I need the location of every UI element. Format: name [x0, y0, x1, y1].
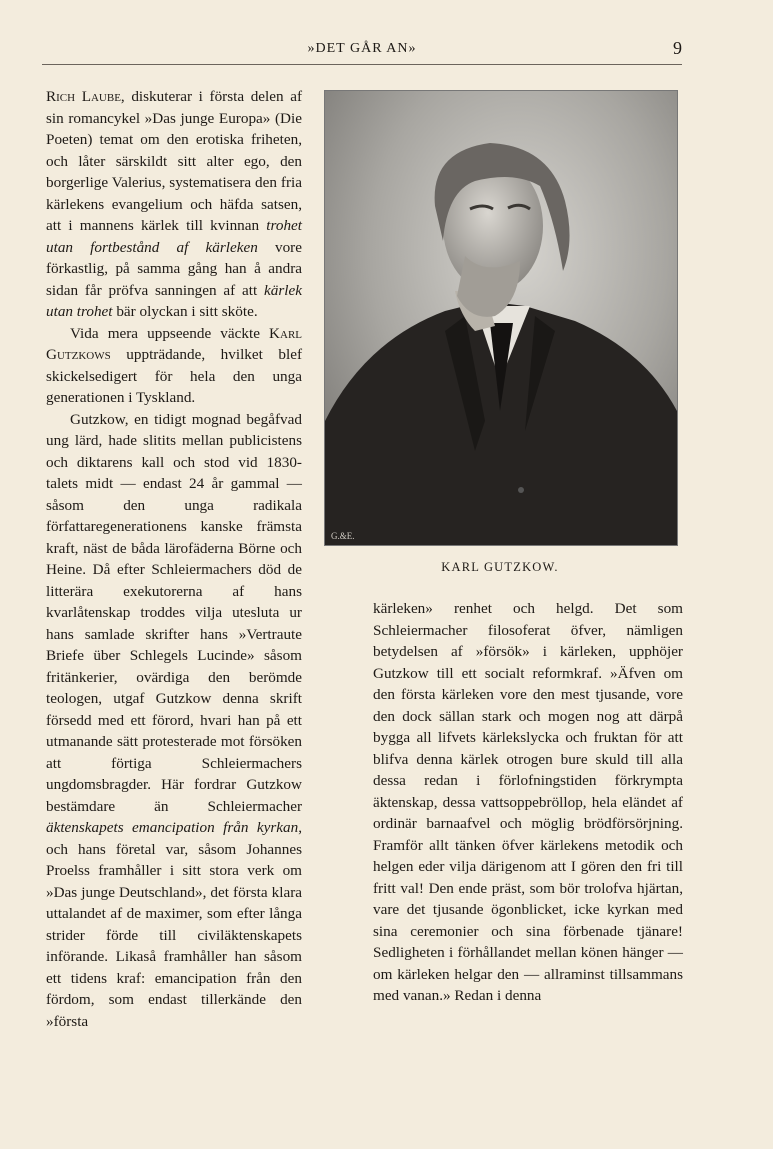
page-number: 9 [673, 38, 682, 58]
gutzkow-intro-b: uppträdande, hvilket blef skickelsedigert för hela den unga generationen i Tyskland. [46, 346, 302, 406]
running-head-title: »DET GÅR AN» [307, 41, 417, 56]
right-paragraph: kärleken» renhet och helgd. Det som Schleiermacher filosoferat öfver, nämligen betydelsen af »försök» i kärleken, upphöjer Gutzkow till ett socialt reformkraf. »Äfven om den första kärleken vore den mest tjusande, vore den dock sällan stark och mogen nog att därpå bygga all lifvets kärlekslycka och fruktan för att blifva denna kärlek otrogen bure skuld till alla dessa redan i förlofningstiden förkrympta äktenskap, dessa vattsoppebröllop, hela eländet af ordinär barnaafvel och möglig brödförsörjning. Framför allt tänken öfver kärlekens metodik och helgen eder vilja därigenom att I gören den fri till fritt val! Den ende präst, som bör trolofva hjärtan, vare det tjusande ögonblicket, icke kyrkan med sina ceremonier och sina förbenade tjänare! Sedligheten i förhållandet mellan könen hänger — om kärleken helgar den — allraminst tillsammans med vanan.» Redan i denna [373, 600, 683, 1004]
laube-text-b: vore förkastlig, på samma gång han å andra sidan får pröfva sanningen af att [46, 238, 302, 299]
gutzkow-intro-a: Vida mera uppseende väckte [70, 324, 270, 342]
emphasis-karlek: kärlek utan trohet [46, 281, 302, 320]
laube-text-c: bär olyckan i sitt sköte. [112, 303, 258, 320]
portrait-caption: KARL GUTZKOW. [441, 560, 559, 574]
emphasis-emancipation: äktenskapets emancipation från kyrkan [46, 819, 299, 836]
emphasis-trohet: trohet utan fortbestånd af kärleken [46, 217, 302, 256]
paragraph-gutzkow-intro [46, 323, 302, 409]
author-name-gutzkow: Karl Gutzkows [46, 324, 302, 363]
portrait-monogram: G.&E. [331, 531, 355, 541]
paragraph-gutzkow-main [46, 409, 302, 1033]
portrait-photo [324, 90, 678, 546]
left-text-column [46, 86, 302, 1032]
portrait-illustration [325, 91, 677, 545]
gutzkow-main-b: , och hans företal var, såsom Johannes Proelss framhåller i sitt stora verk om »Das junge Deutschland», det första klara uttalandet af de maximer, som efter långa strider förde till civiläktenskapets införande. Likaså framhåller han såsom ett tidens kraf: emancipation från den fördom, som endast tillerkände den »första [46, 819, 302, 1030]
right-text-column [373, 598, 683, 1007]
gutzkow-main-a: Gutzkow, en tidigt mognad begåfvad ung lärd, hade slitits mellan publicistens och diktarens kall och stod vid 1830-talets midt — endast 24 år gammal — såsom den unga radikala författaregenerationens kanske främsta kraft, näst de båda lärofäderna Börne och Heine. Då efter Schleiermachers död de litterära exekutorerna af hans kvarlåtenskap troddes vilja utesluta ur hans samlade skrifter hans »Vertraute Briefe über Schlegels Lucinde» såsom fritänkerier, ovärdiga den berömde teologen, utgaf Gutzkow denna skrift försedd med ett förord, hvari han på ett utmanande sätt protesterade mot försöken att förtiga Schleiermachers ungdomsbragder. Här fordrar Gutzkow bestämdare än Schleiermacher [46, 410, 302, 815]
paragraph-laube [46, 86, 302, 323]
laube-text-a: , diskuterar i första delen af sin romancykel »Das junge Europa» (Die Poeten) temat om den erotiska friheten, och låter särskildt sitt alter ego, den borgerlige Valerius, systematisera den fria kärlekens evangelium och häfda satsen, att i mannens kärlek till kvinnan [46, 88, 303, 234]
author-name-laube: Rich Laube [46, 88, 121, 105]
running-head [42, 38, 682, 65]
